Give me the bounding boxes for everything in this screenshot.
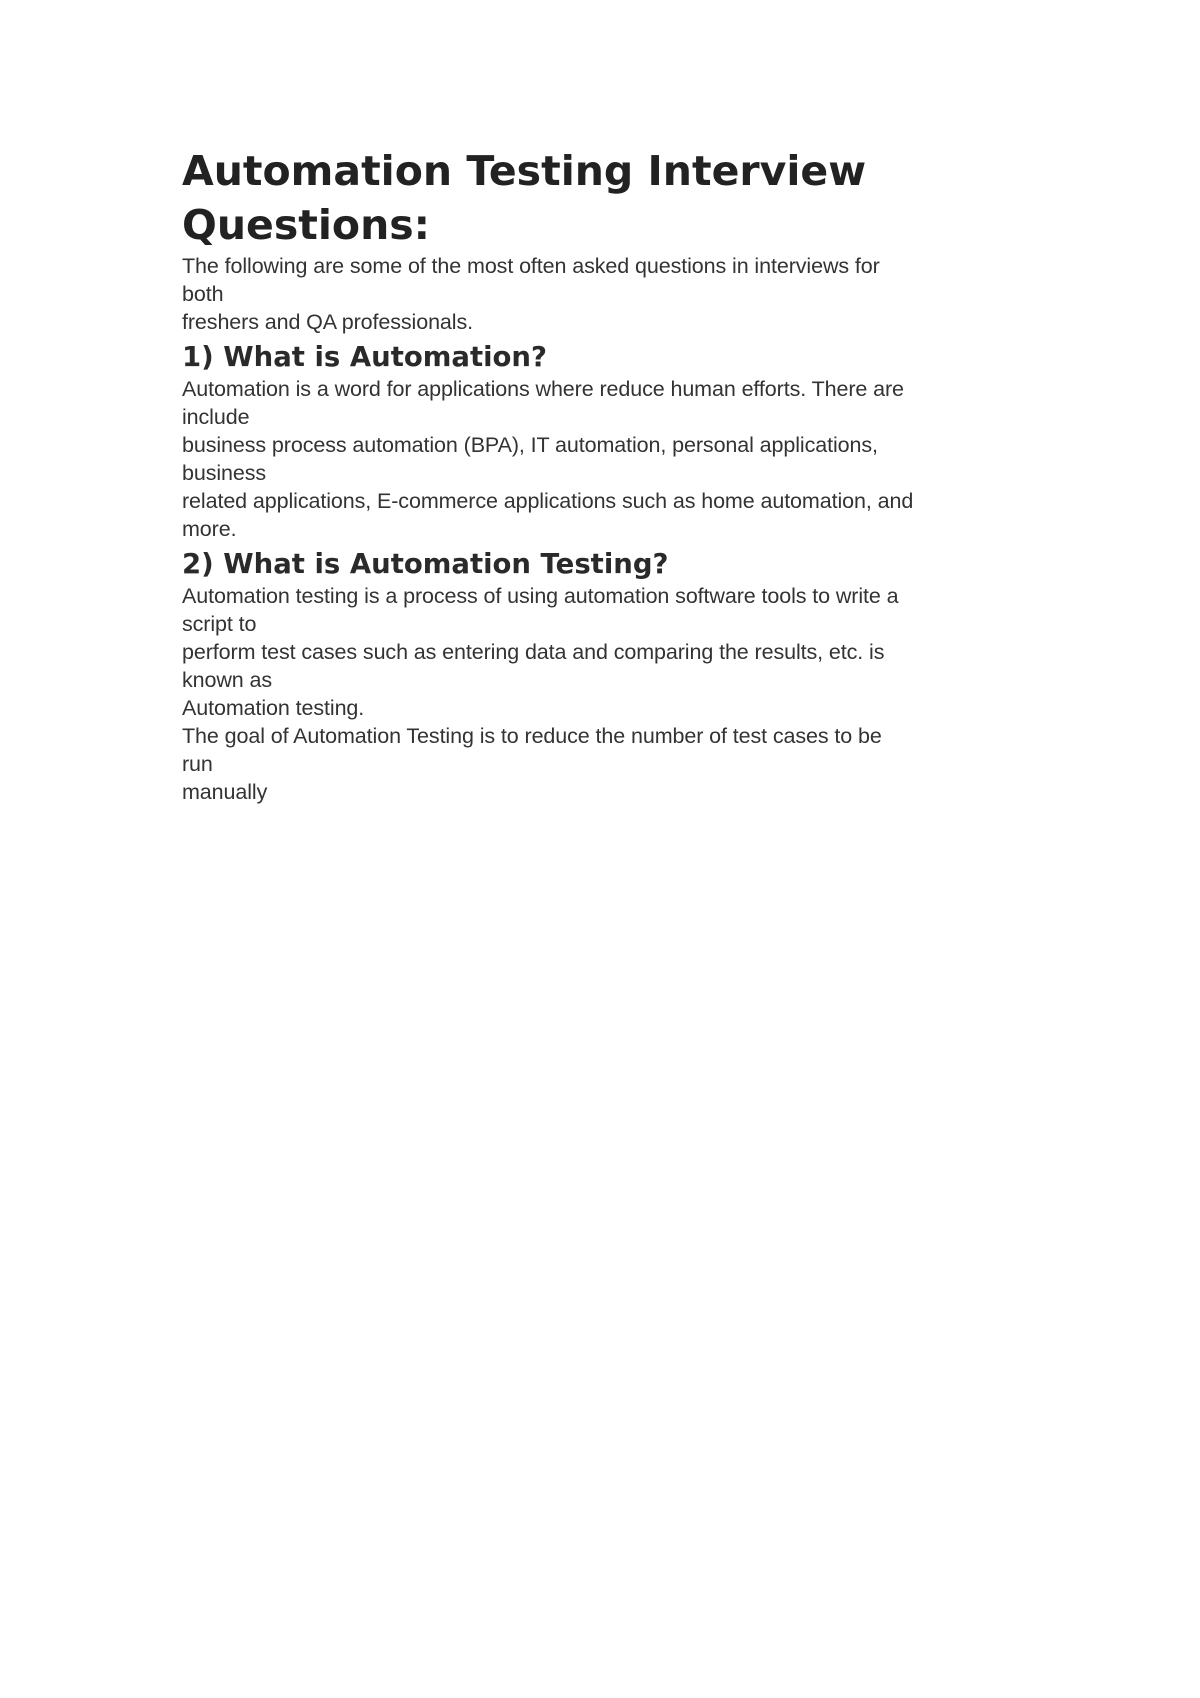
section-what-is-automation-testing: [182, 546, 1042, 806]
section-line: business process automation (BPA), IT automation, personal applications,: [182, 433, 878, 457]
title-line: Questions:: [182, 201, 431, 249]
section-line: perform test cases such as entering data and comparing the results, etc. is: [182, 640, 885, 664]
intro-line: both: [182, 282, 224, 306]
title-line: Automation Testing Interview: [182, 147, 867, 195]
section-heading: 1) What is Automation?: [182, 341, 547, 373]
section-line: more.: [182, 517, 237, 541]
section-line: Automation is a word for applications where reduce human efforts. There are: [182, 377, 904, 401]
section-line: known as: [182, 668, 273, 692]
section-line: script to: [182, 612, 257, 636]
section-line: include: [182, 405, 250, 429]
section-line: manually: [182, 780, 268, 804]
section-heading: 2) What is Automation Testing?: [182, 548, 669, 580]
section-line: business: [182, 461, 267, 485]
intro-line: freshers and QA professionals.: [182, 310, 473, 334]
section-line: The goal of Automation Testing is to reduce the number of test cases to be: [182, 724, 882, 748]
section-line: run: [182, 752, 213, 776]
document-content: [182, 144, 1042, 806]
intro-paragraph: [182, 252, 1042, 336]
section-line: Automation testing.: [182, 696, 365, 720]
section-line: related applications, E-commerce applications such as home automation, and: [182, 489, 914, 513]
section-what-is-automation: [182, 339, 1042, 543]
section-line: Automation testing is a process of using automation software tools to write a: [182, 584, 899, 608]
intro-line: The following are some of the most often asked questions in interviews for: [182, 254, 880, 278]
document-title: [182, 144, 1042, 252]
